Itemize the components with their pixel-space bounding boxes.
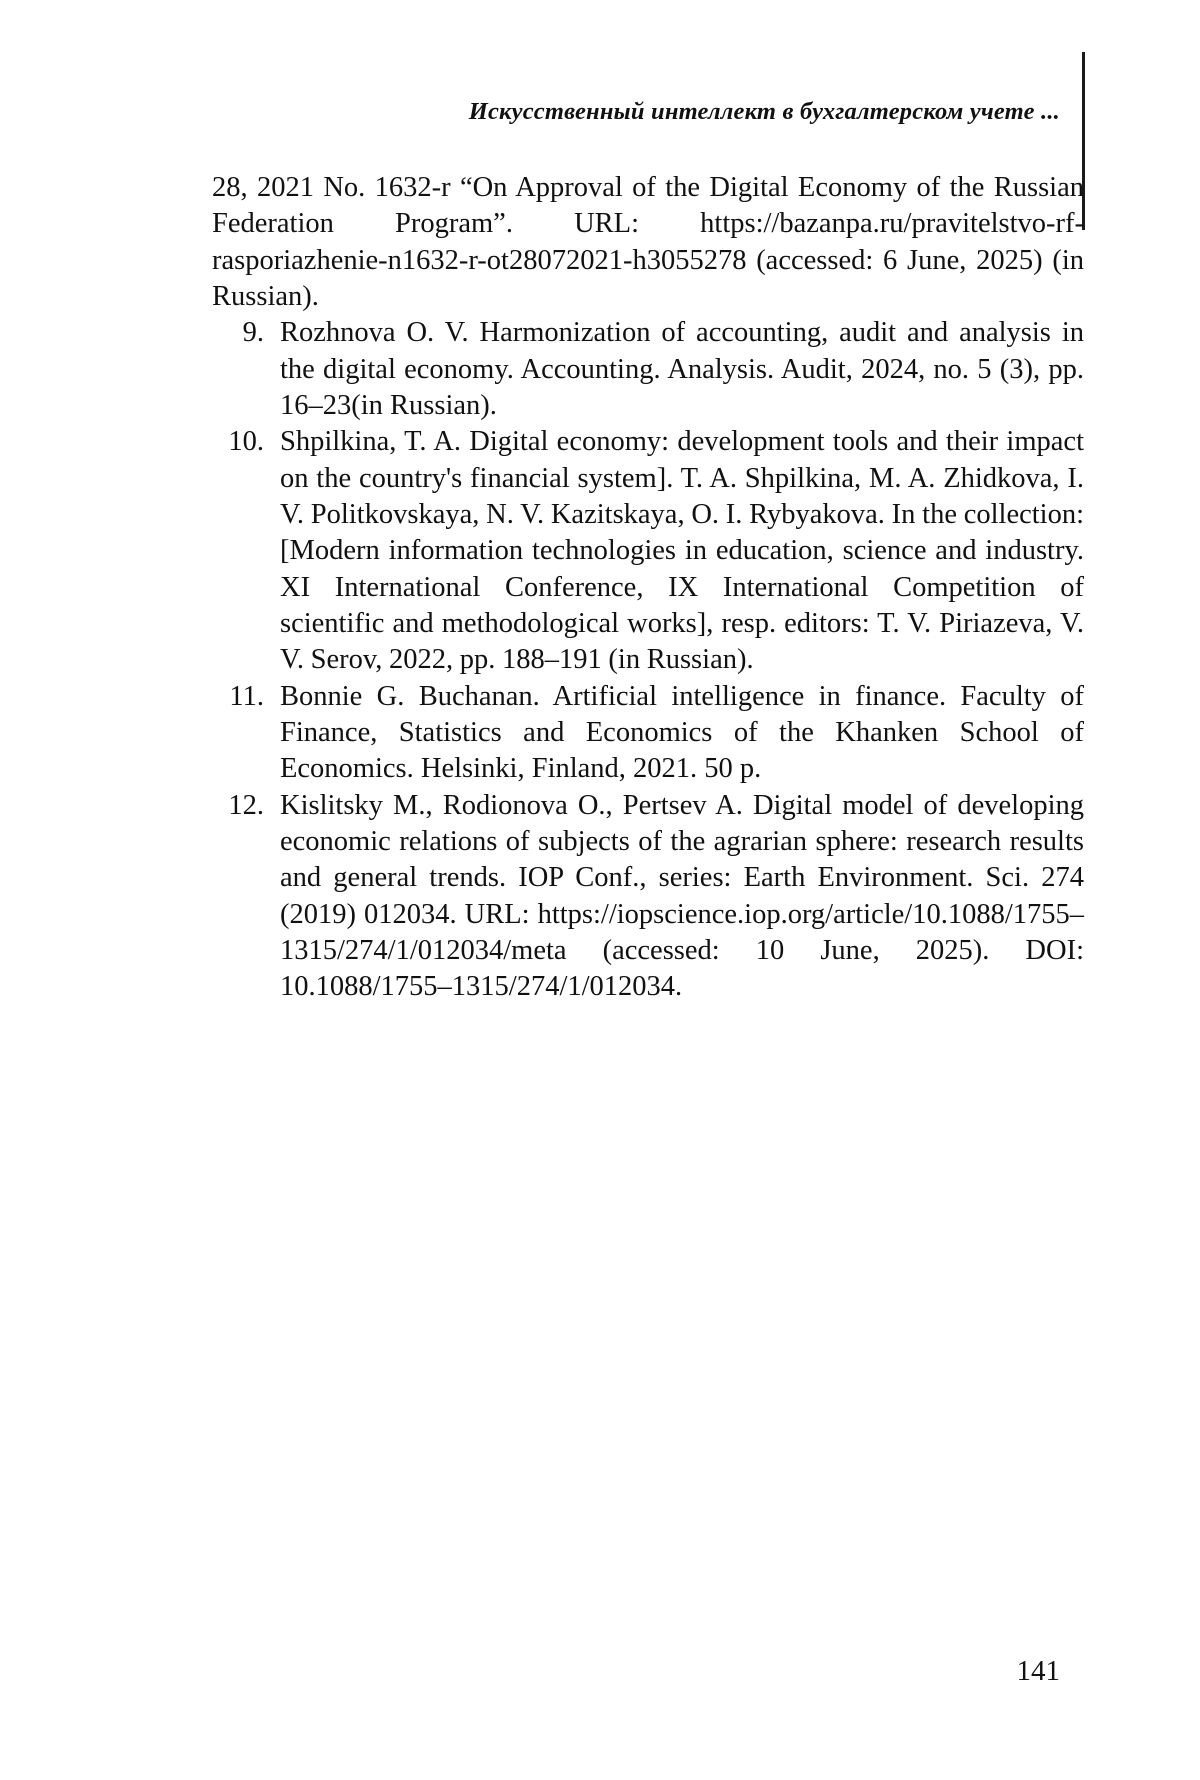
references-section	[212, 170, 1084, 1006]
page-number: 141	[1016, 1655, 1060, 1687]
reference-text: Kislitsky M., Rodionova O., Pertsev A. Digital model of developing economic relations of subjects of the agrarian sphere: research results and general trends. IOP Conf., series: Earth Environment. Sci. 274 (2019) 012034. URL: https://iopscience.iop.org/article/10.1088/1755–1315/274/1/012034/meta (accessed: 10 June, 2025). DOI: 10.1088/1755–1315/274/1/012034.	[280, 789, 1084, 1003]
reference-text: Rozhnova O. V. Harmonization of accounting, audit and analysis in the digital economy. Accounting. Analysis. Audit, 2024, no. 5 (3), pp. 16–23(in Russian).	[280, 317, 1084, 421]
list-item	[212, 424, 1084, 678]
reference-list	[212, 170, 1084, 1006]
list-item	[212, 315, 1084, 424]
reference-text: Shpilkina, T. A. Digital economy: development tools and their impact on the country's financial system]. T. A. Shpilkina, M. A. Zhidkova, I. V. Politkovskaya, N. V. Kazitskaya, O. I. Rybyakova. In the collection: [Modern information technologies in education, science and industry. XI International Conference, IX International Competition of scientific and methodological works], resp. editors: T. V. Piriazeva, V. V. Serov, 2022, pp. 188–191 (in Russian).	[280, 426, 1084, 676]
reference-number: 11.	[229, 680, 264, 712]
running-head: Искусственный интеллект в бухгалтерском учете ...	[468, 98, 1060, 125]
reference-text: Bonnie G. Buchanan. Artificial intelligence in finance. Faculty of Finance, Statistics and Economics of the Khanken School of Economics. Helsinki, Finland, 2021. 50 p.	[280, 680, 1084, 785]
list-item	[212, 679, 1084, 788]
reference-number: 10.	[228, 426, 264, 458]
reference-text: 28, 2021 No. 1632-r “On Approval of the Digital Economy of the Russian Federation Program”. URL: https://bazanpa.ru/pravitelstvo-rf-rasporiazhenie-n1632-r-ot28072021-h3055278 (accessed: 6 June, 2025) (in Russian).	[212, 172, 1084, 312]
list-item	[212, 170, 1084, 315]
list-item	[212, 788, 1084, 1006]
reference-number: 12.	[228, 789, 264, 821]
reference-number: 9.	[242, 317, 264, 349]
